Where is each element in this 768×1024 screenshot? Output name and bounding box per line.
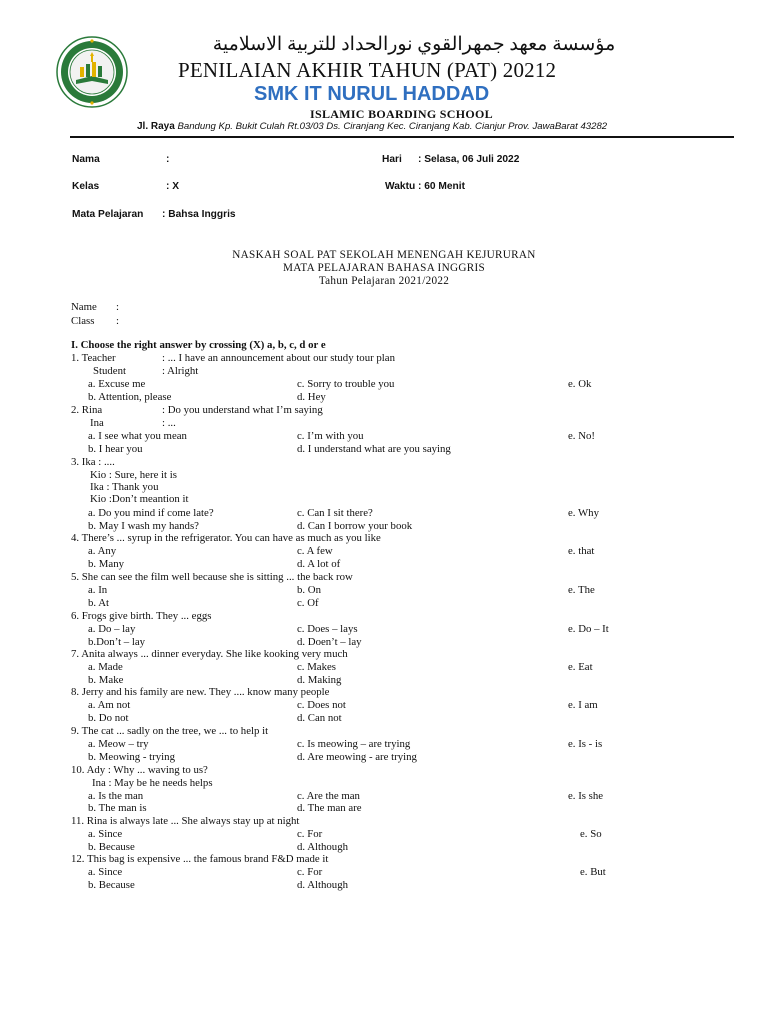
question-1-option-b: b. Attention, please	[88, 391, 172, 403]
question-11-stem: 11. Rina is always late ... She always stay up at night	[71, 815, 300, 827]
header-divider	[70, 136, 734, 138]
question-1-option-c: c. Sorry to trouble you	[297, 378, 395, 390]
question-7-option-b: b. Make	[88, 674, 124, 686]
question-2-line: : Do you understand what I’m saying	[162, 404, 323, 416]
question-10-reply: Ina : May be he needs helps	[92, 777, 213, 789]
student-name-value: :	[116, 301, 119, 313]
kelas-label: Kelas	[72, 181, 100, 192]
question-12-option-a: a. Since	[88, 866, 123, 878]
question-5-option-e: e. The	[568, 584, 595, 596]
school-name: SMK IT NURUL HADDAD	[254, 83, 490, 105]
question-5-option-c: b. On	[297, 584, 321, 596]
address-text: Bandung Kp. Bukit Culah Rt.03/03 Ds. Ciranjang Kec. Ciranjang Kab. Cianjur Prov. JawaBarat 43282	[174, 121, 608, 132]
question-8-option-d: d. Can not	[297, 712, 342, 724]
question-6-stem: 6. Frogs give birth. They ... eggs	[71, 610, 212, 622]
question-4-option-a: a. Any	[88, 545, 117, 557]
doc-heading-3: Tahun Pelajaran 2021/2022	[318, 275, 450, 287]
question-4-option-d: d. A lot of	[297, 558, 341, 570]
school-crest-icon	[56, 36, 128, 108]
question-1-reply: : Alright	[162, 365, 199, 377]
question-11-option-e: e. So	[580, 828, 602, 840]
question-1-stem: 1. Teacher	[71, 352, 116, 364]
question-5-option-d: c. Of	[297, 597, 319, 609]
question-2-reply: : ...	[162, 417, 176, 429]
question-10-option-c: c. Are the man	[297, 790, 360, 802]
question-12-option-d: d. Although	[297, 879, 348, 891]
question-2-option-d: d. I understand what are you saying	[297, 443, 451, 455]
question-3-line-2: Kio : Sure, here it is	[90, 469, 177, 481]
question-3-option-a: a. Do you mind if come late?	[88, 507, 214, 519]
question-6-option-b: b.Don’t – lay	[88, 636, 146, 648]
doc-heading-2: MATA PELAJARAN BAHASA INGGRIS	[282, 262, 486, 274]
question-3-option-e: e. Why	[568, 507, 599, 519]
question-3-option-b: b. May I wash my hands?	[88, 520, 199, 532]
question-4-option-e: e. that	[568, 545, 595, 557]
school-address	[137, 121, 607, 132]
kelas-value: : X	[166, 181, 180, 192]
question-4-option-b: b. Many	[88, 558, 124, 570]
question-9-stem: 9. The cat ... sadly on the tree, we ... to help it	[71, 725, 269, 737]
student-class-label: Class	[71, 315, 95, 327]
question-1-option-a: a. Excuse me	[88, 378, 146, 390]
waktu-info: Waktu : 60 Menit	[385, 181, 465, 192]
question-6-option-d: d. Doen’t – lay	[297, 636, 362, 648]
question-7-option-d: d. Making	[297, 674, 342, 686]
hari-label: Hari	[382, 154, 402, 165]
question-9-option-d: d. Are meowing - are trying	[297, 751, 417, 763]
question-7-option-c: c. Makes	[297, 661, 336, 673]
question-12-stem: 12. This bag is expensive ... the famous brand F&D made it	[71, 853, 329, 865]
student-class-value: :	[116, 315, 119, 327]
student-name-label: Name	[71, 301, 97, 313]
question-8-option-e: e. I am	[568, 699, 598, 711]
question-4-option-c: c. A few	[297, 545, 333, 557]
question-4-stem: 4. There’s ... syrup in the refrigerator. You can have as much as you like	[71, 532, 381, 544]
question-1-speaker: Student	[93, 365, 126, 377]
question-11-option-a: a. Since	[88, 828, 123, 840]
question-8-option-a: a. Am not	[88, 699, 131, 711]
question-10-stem: 10. Ady : Why ... waving to us?	[71, 764, 208, 776]
question-10-option-b: b. The man is	[88, 802, 147, 814]
question-9-option-c: c. Is meowing – are trying	[297, 738, 411, 750]
question-5-option-a: a. In	[88, 584, 108, 596]
question-2-speaker: Ina	[90, 417, 104, 429]
question-1-line: : ... I have an announcement about our study tour plan	[162, 352, 395, 364]
question-2-option-e: e. No!	[568, 430, 595, 442]
question-8-option-b: b. Do not	[88, 712, 129, 724]
question-7-option-a: a. Made	[88, 661, 123, 673]
question-3-option-d: d. Can I borrow your book	[297, 520, 413, 532]
mapel-value: : Bahsa Inggris	[162, 209, 236, 220]
question-6-option-a: a. Do – lay	[88, 623, 136, 635]
question-6-option-e: e. Do – It	[568, 623, 609, 635]
question-5-stem: 5. She can see the film well because she is sitting ... the back row	[71, 571, 353, 583]
question-7-stem: 7. Anita always ... dinner everyday. She like kooking very much	[71, 648, 348, 660]
question-8-option-c: c. Does not	[297, 699, 346, 711]
nama-label: Nama	[72, 154, 100, 165]
question-10-option-d: d. The man are	[297, 802, 362, 814]
exam-title: PENILAIAN AKHIR TAHUN (PAT) 20212	[178, 58, 557, 82]
foundation-name-arabic: مؤسسة معهد جمهرالقوي نورالحداد للتربية الاسلامية	[212, 34, 616, 55]
question-3-option-c: c. Can I sit there?	[297, 507, 373, 519]
question-2-option-b: b. I hear you	[88, 443, 143, 455]
question-3-stem: 3. Ika : ....	[71, 456, 115, 468]
question-9-option-b: b. Meowing - trying	[88, 751, 175, 763]
question-1-option-e: e. Ok	[568, 378, 592, 390]
question-6-option-c: c. Does – lays	[297, 623, 358, 635]
question-3-line-4: Kio :Don’t meantion it	[90, 493, 189, 505]
nama-value: :	[166, 154, 170, 165]
question-3-line-3: Ika : Thank you	[90, 481, 159, 493]
address-label: Jl. Raya	[137, 121, 175, 132]
doc-heading-1: NASKAH SOAL PAT SEKOLAH MENENGAH KEJURURAN	[232, 249, 536, 261]
question-12-option-e: e. But	[580, 866, 606, 878]
question-9-option-e: e. Is - is	[568, 738, 603, 750]
question-2-stem: 2. Rina	[71, 404, 103, 416]
question-11-option-c: c. For	[297, 828, 323, 840]
mapel-label: Mata Pelajaran	[72, 209, 144, 220]
section-instruction: I. Choose the right answer by crossing (X) a, b, c, d or e	[71, 339, 326, 351]
question-9-option-a: a. Meow – try	[88, 738, 149, 750]
question-12-option-c: c. For	[297, 866, 323, 878]
question-12-option-b: b. Because	[88, 879, 135, 891]
question-2-option-a: a. I see what you mean	[88, 430, 187, 442]
question-11-option-b: b. Because	[88, 841, 135, 853]
question-10-option-a: a. Is the man	[88, 790, 144, 802]
question-7-option-e: e. Eat	[568, 661, 593, 673]
school-subtitle: ISLAMIC BOARDING SCHOOL	[310, 107, 493, 121]
question-5-option-b: b. At	[88, 597, 109, 609]
question-11-option-d: d. Although	[297, 841, 348, 853]
question-2-option-c: c. I’m with you	[297, 430, 364, 442]
hari-value: : Selasa, 06 Juli 2022	[418, 154, 520, 165]
question-8-stem: 8. Jerry and his family are new. They .... know many people	[71, 686, 330, 698]
question-1-option-d: d. Hey	[297, 391, 326, 403]
question-10-option-e: e. Is she	[568, 790, 604, 802]
